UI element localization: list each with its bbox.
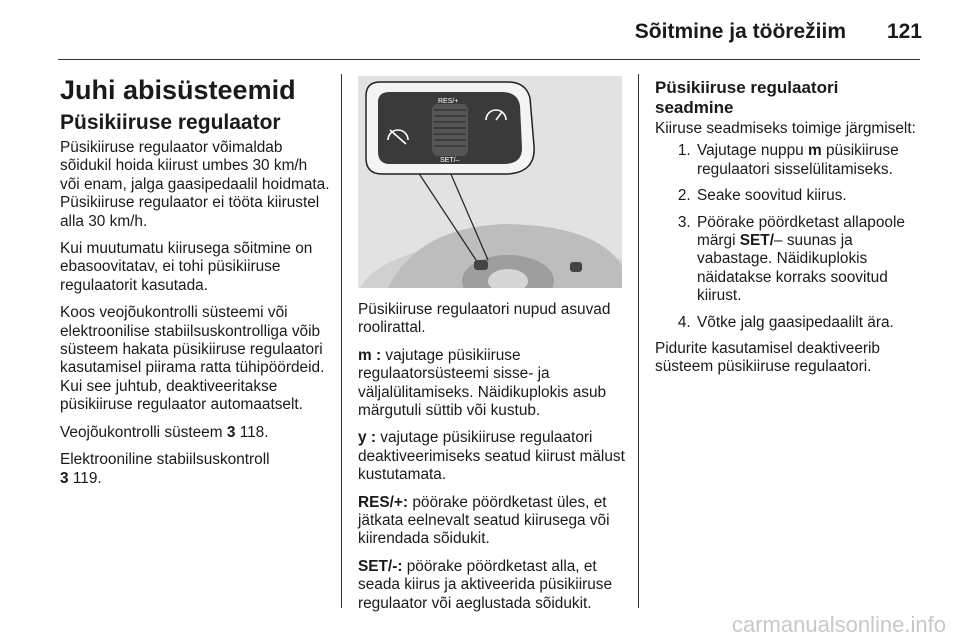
ref-arrow-icon: 3: [226, 423, 236, 441]
step-2: 2. Seake soovitud kiirus.: [695, 187, 917, 205]
item-cancel: [358, 429, 628, 484]
step-1-text-a: Vajutage nuppu: [697, 142, 804, 160]
step-4: 4. Võtke jalg gaasipedaalilt ära.: [695, 314, 917, 332]
page-number: 121: [886, 20, 922, 43]
column-divider-2: [638, 74, 639, 608]
item-set-label: SET/-:: [358, 557, 403, 575]
step-3-text-a: Pöörake pöördketast allapoole märgi: [697, 213, 905, 250]
paragraph-1: Püsikiiruse regulaator võimaldab sõidukil hoida kiirust umbes 30 km/h või enam, jalga gaasipedaalil hoidmata. Püsikiiruse regulaator ei tööta kiirustel alla 30 km/h.: [60, 139, 330, 230]
ref-stability-page: 119.: [72, 469, 102, 487]
ref-stability-text: Elektrooniline stabiilsuskontroll: [60, 451, 270, 469]
item-res-text: pöörake pöördketast üles, et jätkata eelnevalt seatud kiirusega või kiirendada sõidukit.: [358, 493, 610, 548]
res-label: RES/+: [438, 98, 459, 105]
item-res: [358, 494, 628, 549]
paragraph-2: Kui muutumatu kiirusega sõitmine on ebasoovitatav, ei tohi püsikiiruse regulaatorit kasutada.: [60, 240, 313, 294]
setting-intro: Kiiruse seadmiseks toimige järgmiselt:: [655, 120, 916, 137]
column-3: [655, 78, 917, 386]
item-cancel-text: vajutage püsikiiruse regulaatori deaktiveerimiseks seatud kiirust mälust kustutamata.: [358, 429, 625, 484]
column-1: [60, 60, 330, 497]
item-on-off-text: vajutage püsikiiruse regulaatorsüsteemi sisse- ja väljalülitamiseks. Näidikuplokis asub märgutuli süttib või kustub.: [358, 346, 607, 420]
steering-wheel-controls-illustration: [358, 76, 622, 288]
cross-reference-traction: [60, 424, 330, 442]
item-set-text: pöörake pöördketast alla, et seada kiirus ja aktiveerida püsikiiruse regulaator või aeglustada sõidukit.: [358, 557, 613, 612]
ref-traction-page: 118.: [239, 423, 269, 441]
item-res-label: RES/+:: [358, 493, 409, 511]
item-on-off: [358, 347, 628, 421]
section-title: Juhi abisüsteemid: [60, 75, 296, 105]
cruise-on-off-glyph: m :: [358, 346, 382, 364]
illustration-caption: Püsikiiruse regulaatori nupud asuvad roolirattal.: [358, 301, 611, 337]
step-1: [695, 142, 917, 179]
item-set: [358, 558, 628, 613]
column-2: [358, 301, 628, 622]
cruise-on-off-glyph: m: [807, 142, 822, 160]
paragraph-3: Koos veojõukontrolli süsteemi või elektroonilise stabiilsuskontrolliga võib süsteem hakata püsikiiruse regulaatori kasutamisel piirama ratta tühipöördeid. Kui see juhtub, deaktiveeritakse püsikiiruse regulaator automaatselt.: [60, 304, 325, 414]
subsection-title: Püsikiiruse regulaator: [60, 111, 281, 134]
cruise-cancel-glyph: y :: [358, 429, 376, 447]
step-3-text-b: – suunas ja vabastage. Näidikuplokis näidatakse korraks soovitud kiirust.: [697, 232, 888, 305]
watermark: carmanualsonline.info: [731, 612, 946, 637]
setting-outro: Pidurite kasutamisel deaktiveerib süsteem püsikiiruse regulaatori.: [655, 340, 880, 376]
setting-steps: [655, 142, 917, 332]
cross-reference-stability: [60, 451, 330, 488]
step-3: [695, 214, 917, 306]
ref-traction-text: Veojõukontrolli süsteem: [60, 423, 223, 441]
step-3-set-label: SET/: [739, 232, 774, 250]
running-header-title: Sõitmine ja töörežiim: [634, 20, 846, 43]
setting-title: Püsikiiruse regulaatori seadmine: [655, 78, 839, 117]
column-divider-1: [341, 74, 342, 608]
step-1-text-b: püsikiiruse regulaatori sisselülitamiseks.: [697, 142, 899, 178]
set-label: SET/–: [440, 157, 460, 164]
ref-arrow-icon: 3: [60, 469, 69, 487]
